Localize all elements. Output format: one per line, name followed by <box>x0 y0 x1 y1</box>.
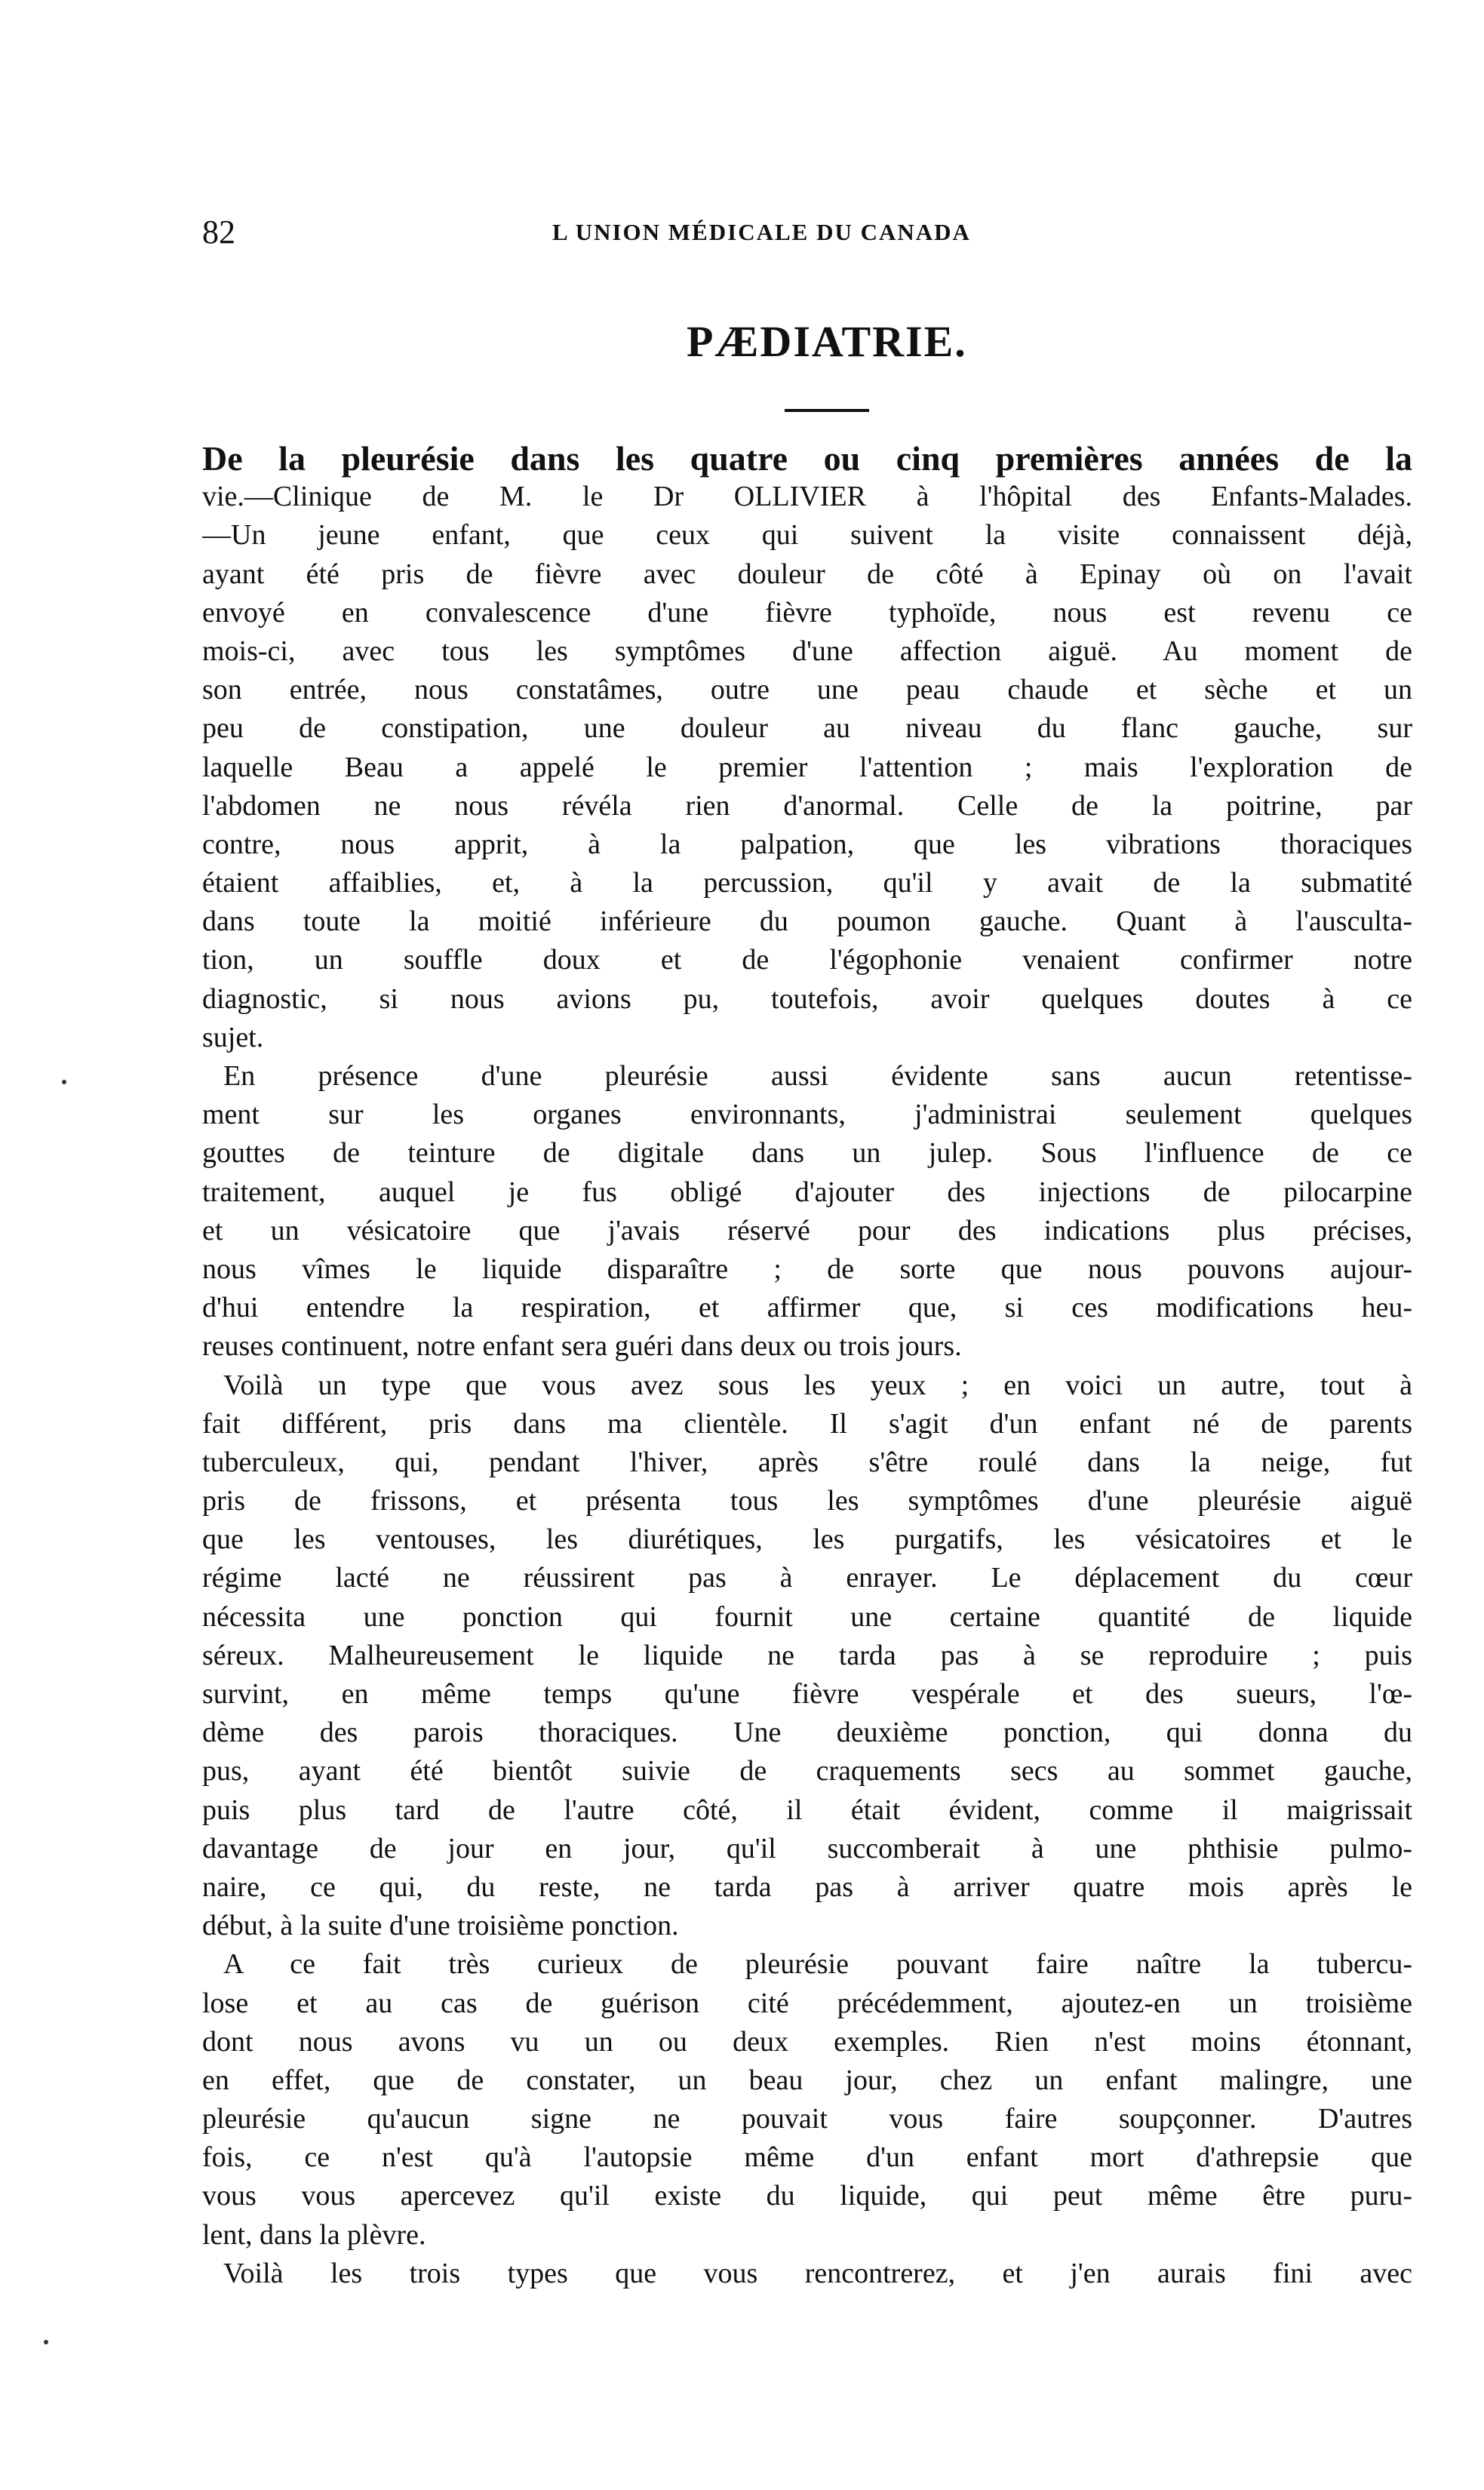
body-line: étaient affaiblies, et, à la percussion, qu'il y avait de la submatité <box>202 867 1412 899</box>
body-line: dème des parois thoraciques. Une deuxième ponction, qui donna du <box>202 1717 1412 1749</box>
body-line: survint, en même temps qu'une fièvre vespérale et des sueurs, l'œ- <box>202 1678 1412 1710</box>
body-line: A ce fait très curieux de pleurésie pouvant faire naître la tubercu- <box>223 1948 1412 1981</box>
body-line: fois, ce n'est qu'à l'autopsie même d'un enfant mort d'athrepsie que <box>202 2141 1412 2174</box>
body-line: dans toute la moitié inférieure du poumon gauche. Quant à l'ausculta- <box>202 905 1412 938</box>
body-line: son entrée, nous constatâmes, outre une peau chaude et sèche et un <box>202 674 1412 706</box>
section-title: PÆDIATRIE. <box>687 317 967 366</box>
body-line: naire, ce qui, du reste, ne tarda pas à arriver quatre mois après le <box>202 1871 1412 1903</box>
body-line: En présence d'une pleurésie aussi évidente sans aucun retentisse- <box>223 1060 1412 1092</box>
stray-ink-mark <box>62 1080 66 1084</box>
body-line: Voilà un type que vous avez sous les yeux ; en voici un autre, tout à <box>223 1369 1412 1401</box>
body-line: pleurésie qu'aucun signe ne pouvait vous faire soupçonner. D'autres <box>202 2103 1412 2135</box>
body-line: que les ventouses, les diurétiques, les purgatifs, les vésicatoires et le <box>202 1523 1412 1556</box>
article-heading-line: De la pleurésie dans les quatre ou cinq premières années de la <box>202 439 1412 478</box>
body-line: diagnostic, si nous avions pu, toutefois, avoir quelques doutes à ce <box>202 982 1412 1015</box>
article-body <box>202 439 1412 2293</box>
body-line: contre, nous apprit, à la palpation, que les vibrations thoraciques <box>202 828 1412 860</box>
body-line: lent, dans la plèvre. <box>202 2218 426 2251</box>
body-line: traitement, auquel je fus obligé d'ajouter des injections de pilocarpine <box>202 1176 1412 1208</box>
body-line: dont nous avons vu un ou deux exemples. Rien n'est moins étonnant, <box>202 2025 1412 2058</box>
body-line: davantage de jour en jour, qu'il succomberait à une phthisie pulmo- <box>202 1832 1412 1864</box>
running-head <box>202 210 1409 255</box>
body-line: vie.—Clinique de M. le Dr OLLIVIER à l'hôpital des Enfants-Malades. <box>202 481 1412 513</box>
body-line: nous vîmes le liquide disparaître ; de sorte que nous pouvons aujour- <box>202 1253 1412 1285</box>
page-number: 82 <box>202 214 235 251</box>
body-line: laquelle Beau a appelé le premier l'attention ; mais l'exploration de <box>202 751 1412 783</box>
body-line: reuses continuent, notre enfant sera guéri dans deux ou trois jours. <box>202 1330 962 1363</box>
title-rule <box>785 409 869 412</box>
body-line: pris de frissons, et présenta tous les symptômes d'une pleurésie aiguë <box>202 1485 1412 1517</box>
body-line: régime lacté ne réussirent pas à enrayer. Le déplacement du cœur <box>202 1562 1412 1594</box>
body-line: lose et au cas de guérison cité précédemment, ajoutez-en un troisième <box>202 1987 1412 2019</box>
body-line: ayant été pris de fièvre avec douleur de côté à Epinay où on l'avait <box>202 558 1412 590</box>
body-line: ment sur les organes environnants, j'administrai seulement quelques <box>202 1099 1412 1131</box>
journal-title: L UNION MÉDICALE DU CANADA <box>552 219 971 245</box>
body-line: gouttes de teinture de digitale dans un julep. Sous l'influence de ce <box>202 1137 1412 1170</box>
body-line: tuberculeux, qui, pendant l'hiver, après s'être roulé dans la neige, fut <box>202 1446 1412 1478</box>
body-line: en effet, que de constater, un beau jour, chez un enfant malingre, une <box>202 2064 1412 2096</box>
body-line: sujet. <box>202 1021 264 1053</box>
body-line: nécessita une ponction qui fournit une certaine quantité de liquide <box>202 1600 1412 1633</box>
body-line: envoyé en convalescence d'une fièvre typhoïde, nous est revenu ce <box>202 596 1412 629</box>
body-line: puis plus tard de l'autre côté, il était évident, comme il maigrissait <box>202 1794 1412 1826</box>
body-line: d'hui entendre la respiration, et affirmer que, si ces modifications heu- <box>202 1292 1412 1324</box>
body-line: Voilà les trois types que vous rencontrerez, et j'en aurais fini avec <box>223 2257 1412 2289</box>
body-line: et un vésicatoire que j'avais réservé pour des indications plus précises, <box>202 1214 1412 1247</box>
body-line: peu de constipation, une douleur au niveau du flanc gauche, sur <box>202 712 1412 745</box>
body-line: —Un jeune enfant, que ceux qui suivent la visite connaissent déjà, <box>202 519 1412 552</box>
body-line: pus, ayant été bientôt suivie de craquements secs au sommet gauche, <box>202 1755 1412 1788</box>
body-line: vous vous apercevez qu'il existe du liquide, qui peut même être puru- <box>202 2180 1412 2212</box>
stray-ink-mark <box>44 2340 48 2344</box>
body-line: début, à la suite d'une troisième ponction. <box>202 1910 679 1942</box>
body-line: fait différent, pris dans ma clientèle. Il s'agit d'un enfant né de parents <box>202 1407 1412 1440</box>
body-line: l'abdomen ne nous révéla rien d'anormal. Celle de la poitrine, par <box>202 789 1412 822</box>
body-line: séreux. Malheureusement le liquide ne tarda pas à se reproduire ; puis <box>202 1639 1412 1671</box>
body-line: mois-ci, avec tous les symptômes d'une affection aiguë. Au moment de <box>202 635 1412 667</box>
body-line: tion, un souffle doux et de l'égophonie venaient confirmer notre <box>202 944 1412 976</box>
